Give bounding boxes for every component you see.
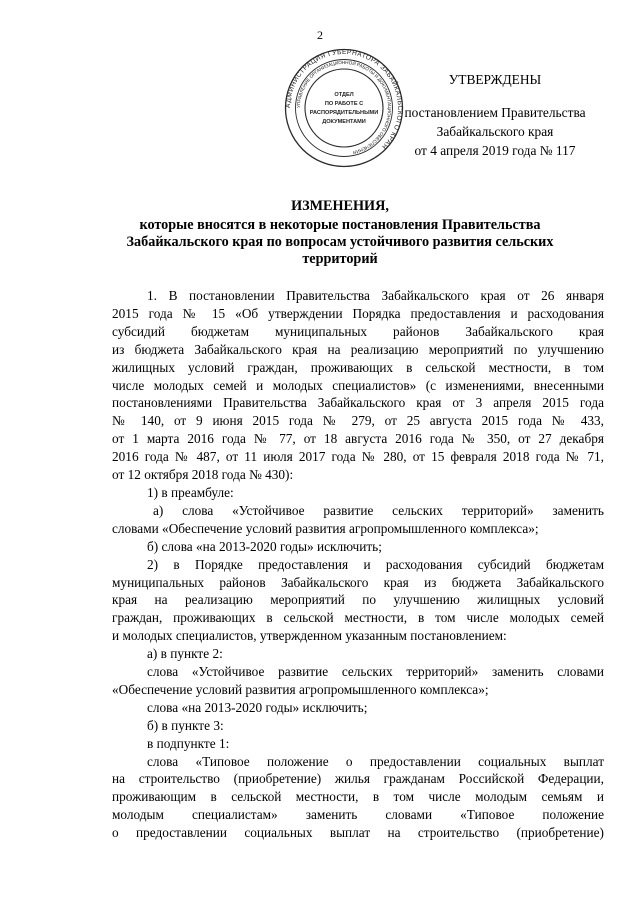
body-line: 1) в преамбуле: (147, 484, 234, 500)
page-number: 2 (317, 28, 323, 42)
body-line: на строительство (приобретение) жилья гражданам Российской Федерации, (112, 771, 604, 787)
stamp-inner-text: УПРАВЛЕНИЕ ОРГАНИЗАЦИОННОЙ РАБОТЫ И ДОКУМЕНТАЦИОННОГО ОБЕСПЕЧЕНИЯ (295, 59, 393, 156)
stamp-outer-text: АДМИНИСТРАЦИЯ ГУБЕРНАТОРА ЗАБАЙКАЛЬСКОГО КРАЯ (284, 48, 404, 151)
body-line: числе молодых семей и молодых специалистов» (с изменениями, внесенными (112, 377, 604, 393)
body-line: «Обеспечение условий развития агропромышленного комплекса»; (112, 681, 489, 697)
body-line: граждан, проживающих в сельской местности, в том числе молодых семей (112, 610, 604, 626)
body-line: 2015 года № 15 «Об утверждении Порядка предоставления и расходования (112, 305, 604, 321)
body-line: слова «Типовое положение о предоставлении социальных выплат (147, 753, 604, 769)
stamp-center-line: РАСПОРЯДИТЕЛЬНЫМИ (309, 110, 379, 116)
approval-heading: УТВЕРЖДЕНЫ (448, 72, 542, 87)
body-line: о предоставлении социальных выплат на строительство (приобретение) (112, 825, 604, 841)
body-line: а) слова «Устойчивое развитие сельских территорий» заменить (153, 502, 604, 518)
body-line: в подпункте 1: (147, 735, 230, 751)
body-line: 2) в Порядке предоставления и расходования субсидий бюджетам (147, 556, 604, 572)
approval-block (380, 70, 610, 160)
document-body (112, 287, 604, 842)
title-line: Забайкальского края по вопросам устойчивого развития сельских (126, 234, 554, 250)
body-line: и молодых специалистов, утвержденном указанным постановлением: (112, 628, 507, 644)
title-line: которые вносятся в некоторые постановления Правительства (139, 217, 541, 233)
title-line: территорий (302, 251, 378, 267)
body-line: жилищных условий граждан, проживающих в сельской местности, в том (112, 359, 604, 375)
body-line: муниципальных районов Забайкальского края из бюджета Забайкальского (112, 574, 604, 590)
body-line: словами «Обеспечение условий развития агропромышленного комплекса»; (112, 520, 539, 536)
approval-line: постановлением Правительства (404, 105, 586, 120)
body-line: а) в пункте 2: (147, 646, 223, 662)
body-line: 2016 года № 487, от 11 июля 2017 года № 280, от 15 февраля 2018 года № 71, (112, 449, 604, 465)
body-line: проживающим в сельской местности, в том числе молодым семьям и (112, 789, 604, 805)
body-line: слова «на 2013-2020 годы» исключить; (147, 699, 368, 715)
body-line: края на реализацию мероприятий по улучшению жилищных условий (112, 592, 604, 608)
body-line: постановлениями Правительства Забайкальского края от 3 апреля 2015 года (112, 395, 604, 411)
stamp-center-line: ОТДЕЛ (334, 92, 354, 98)
body-line: слова «Устойчивое развитие сельских территорий» заменить словами (147, 664, 604, 680)
approval-line: Забайкальского края (436, 124, 554, 139)
body-line: № 140, от 9 июня 2015 года № 279, от 25 августа 2015 года № 433, (112, 413, 604, 429)
approval-line: от 4 апреля 2019 года № 117 (414, 143, 576, 158)
stamp-center-line: ПО РАБОТЕ С (324, 101, 364, 107)
body-line: от 1 марта 2016 года № 77, от 18 августа 2016 года № 350, от 27 декабря (112, 431, 604, 447)
body-line: молодым специалистам» заменить словами «Типовое положение (112, 807, 604, 823)
body-line: из бюджета Забайкальского края на реализацию мероприятий по улучшению (112, 341, 604, 357)
document-title (90, 198, 590, 268)
body-line: б) в пункте 3: (147, 717, 224, 733)
body-line: 1. В постановлении Правительства Забайкальского края от 26 января (147, 288, 604, 303)
stamp-center-line: ДОКУМЕНТАМИ (322, 119, 366, 125)
body-line: от 12 октября 2018 года № 430): (112, 467, 294, 483)
body-line: субсидий бюджетам муниципальных районов Забайкальского края (112, 323, 604, 339)
title-heading: ИЗМЕНЕНИЯ, (291, 198, 389, 214)
body-line: б) слова «на 2013-2020 годы» исключить; (147, 538, 382, 554)
